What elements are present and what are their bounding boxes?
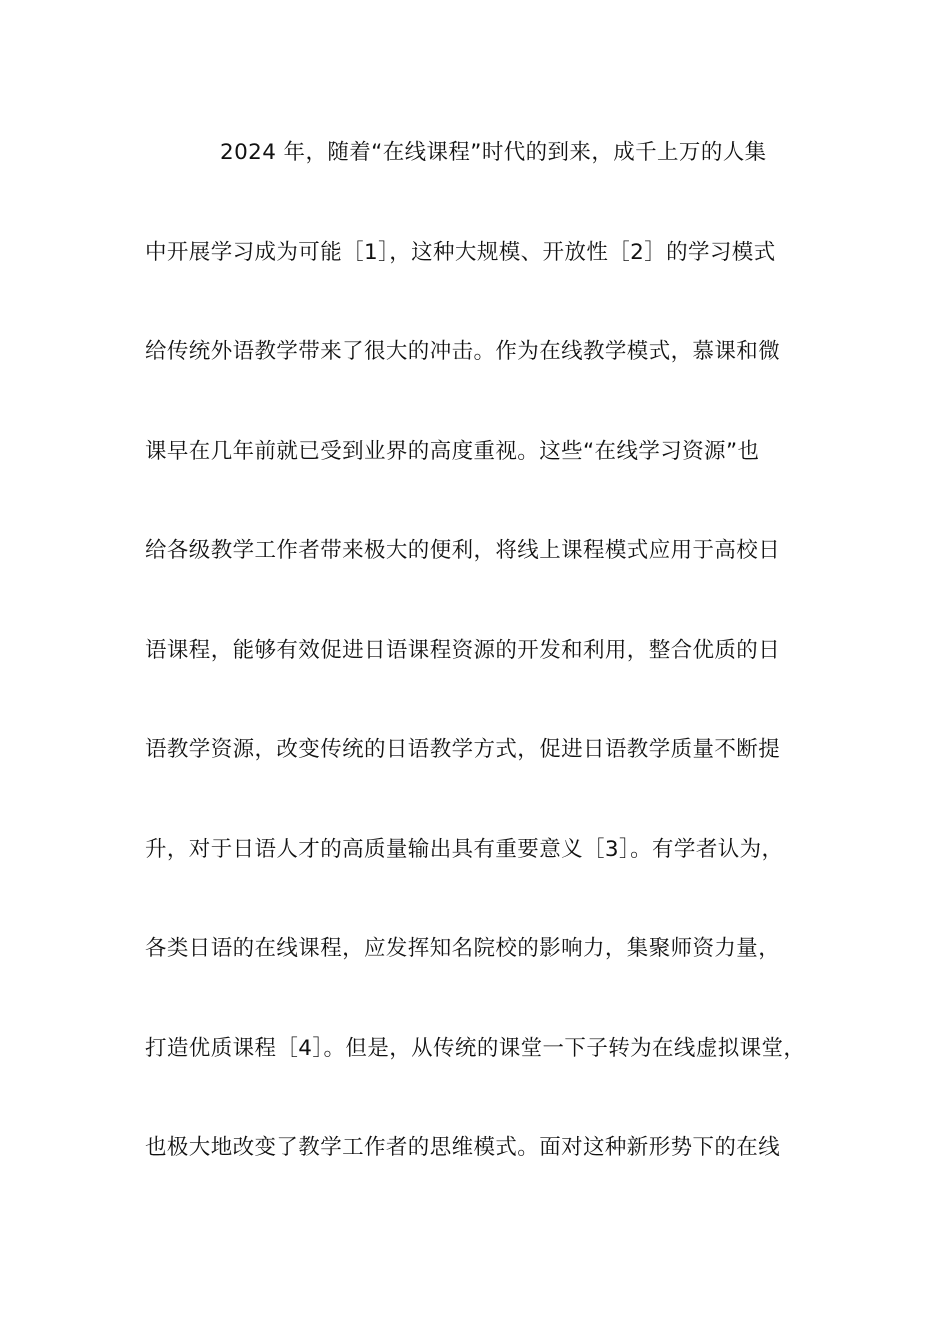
paragraph-line-11: 也极大地改变了教学工作者的思维模式。面对这种新形势下的在线	[145, 1135, 781, 1160]
body-paragraph	[145, 135, 825, 1230]
paragraph-line-9: 各类日语的在线课程，应发挥知名院校的影响力，集聚师资力量，	[145, 936, 781, 961]
paragraph-line-4: 课早在几年前就已受到业界的高度重视。这些“在线学习资源”也	[145, 438, 760, 464]
paragraph-line-5: 给各级教学工作者带来极大的便利，将线上课程模式应用于高校日	[145, 538, 781, 563]
paragraph-line-6: 语课程，能够有效促进日语课程资源的开发和利用，整合优质的日	[145, 637, 781, 663]
paragraph-line-8: 升，对于日语人才的高质量输出具有重要意义［3］。有学者认为，	[145, 836, 784, 862]
paragraph-line-3: 给传统外语教学带来了很大的冲击。作为在线教学模式，慕课和微	[145, 339, 781, 364]
paragraph-line-1: 2024 年，随着“在线课程”时代的到来，成千上万的人集	[220, 140, 767, 165]
paragraph-line-2: 中开展学习成为可能［1］，这种大规模、开放性［2］的学习模式	[145, 239, 776, 265]
paragraph-line-10: 打造优质课程［4］。但是，从传统的课堂一下子转为在线虚拟课堂，	[145, 1035, 806, 1061]
paragraph-line-7: 语教学资源，改变传统的日语教学方式，促进日语教学质量不断提	[145, 737, 781, 762]
